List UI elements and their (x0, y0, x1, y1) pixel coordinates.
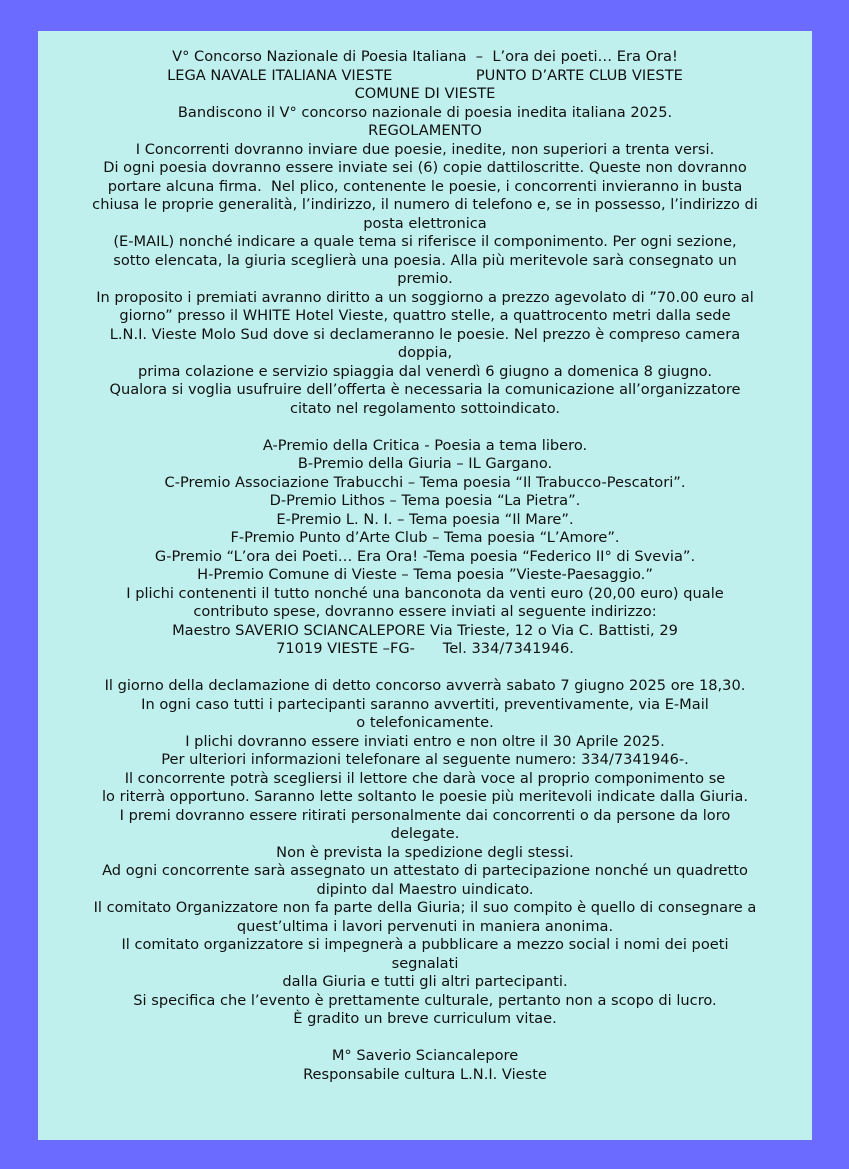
text-line: A-Premio della Critica - Poesia a tema libero. (262, 436, 588, 454)
text-line: chiusa le proprie generalità, l’indirizzo, il numero di telefono e, se in possesso, l’indirizzo di (92, 196, 758, 213)
text-line: M° Saverio Sciancalepore (331, 1047, 519, 1064)
text-line: In proposito i premiati avranno diritto a un soggiorno a prezzo agevolato di ”70.00 euro al (96, 288, 754, 306)
blank-line (38, 659, 812, 678)
text-line: Bandiscono il V° concorso nazionale di poesia inedita italiana 2025. (177, 103, 673, 121)
text-line: giorno” presso il WHITE Hotel Vieste, quattro stelle, a quattrocento metri dalla sede (119, 307, 731, 324)
text-line: o telefonicamente. (356, 714, 494, 731)
blank-line (38, 418, 812, 437)
text-line: Il comitato Organizzatore non fa parte della Giuria; il suo compito è quello di consegnare a (93, 899, 757, 916)
text-line: Il comitato organizzatore si impegnerà a pubblicare a mezzo social i nomi dei poeti (121, 936, 729, 953)
blank-line (38, 1029, 812, 1048)
text-line: LEGA NAVALE ITALIANA VIESTE PUNTO D’ARTE CLUB VIESTE (167, 66, 683, 84)
text-line: Il concorrente potrà scegliersi il lettore che darà voce al proprio componimento se (124, 769, 726, 787)
text-line: (E-MAIL) nonché indicare a quale tema si riferisce il componimento. Per ogni sezione, (113, 233, 737, 250)
text-line: posta elettronica (363, 214, 487, 232)
text-line: D-Premio Lithos – Tema poesia “La Pietra”. (269, 492, 581, 509)
text-line: B-Premio della Giuria – IL Gargano. (297, 455, 553, 472)
text-line: sotto elencata, la giuria sceglierà una poesia. Alla più meritevole sarà consegnato un (113, 251, 737, 269)
text-line: Si specifica che l’evento è prettamente culturale, pertanto non a scopo di lucro. (133, 991, 717, 1009)
text-line: Di ogni poesia dovranno essere inviate sei (6) copie dattiloscritte. Queste non dovranno (103, 159, 747, 176)
text-line: dipinto dal Maestro uindicato. (316, 880, 534, 898)
text-line: V° Concorso Nazionale di Poesia Italiana – L’ora dei poeti… Era Ora! (172, 48, 678, 65)
text-line: I premi dovranno essere ritirati personalmente dai concorrenti o da persone da loro (119, 806, 731, 824)
text-line: segnalati (391, 954, 459, 972)
text-line: Ad ogni concorrente sarà assegnato un attestato di partecipazione nonché un quadretto (102, 862, 748, 879)
text-line: L.N.I. Vieste Molo Sud dove si declameranno le poesie. Nel prezzo è compreso camera (109, 325, 741, 343)
text-line: Responsabile cultura L.N.I. Vieste (303, 1065, 547, 1083)
text-line: COMUNE DI VIESTE (354, 85, 496, 102)
text-line: Per ulteriori informazioni telefonare al seguente numero: 334/7341946-. (161, 751, 689, 768)
text-line: lo riterrà opportuno. Saranno lette soltanto le poesie più meritevoli indicate dalla Giuria. (101, 788, 749, 805)
text-line: È gradito un breve curriculum vitae. (293, 1010, 557, 1027)
text-line: I Concorrenti dovranno inviare due poesie, inedite, non superiori a trenta versi. (135, 140, 715, 158)
text-line: Non è prevista la spedizione degli stessi. (276, 843, 574, 861)
text-line: citato nel regolamento sottoindicato. (289, 399, 561, 417)
text-line: delegate. (390, 825, 460, 842)
text-line: contributo spese, dovranno essere inviati al seguente indirizzo: (193, 603, 657, 620)
text-line: G-Premio “L’ora dei Poeti… Era Ora! -Tema poesia “Federico II° di Svevia”. (154, 547, 696, 565)
text-line: REGOLAMENTO (368, 122, 482, 139)
text-line: C-Premio Associazione Trabucchi – Tema poesia “Il Trabucco-Pescatori”. (164, 473, 686, 491)
text-line: doppia, (397, 344, 453, 361)
text-line: E-Premio L. N. I. – Tema poesia “Il Mare”. (276, 510, 574, 528)
text-line: dalla Giuria e tutti gli altri partecipanti. (282, 973, 568, 990)
text-line: F-Premio Punto d’Arte Club – Tema poesia “L’Amore”. (230, 529, 620, 546)
text-line: H-Premio Comune di Vieste – Tema poesia ”Vieste-Paesaggio.” (197, 566, 653, 583)
text-line: premio. (397, 270, 453, 287)
text-line: Maestro SAVERIO SCIANCALEPORE Via Trieste, 12 o Via C. Battisti, 29 (172, 621, 678, 639)
text-line: Il giorno della declamazione di detto concorso avverrà sabato 7 giugno 2025 ore 18,30. (104, 677, 746, 694)
text-line: portare alcuna firma. Nel plico, contenente le poesie, i concorrenti invieranno in busta (107, 177, 743, 195)
text-line: Qualora si voglia usufruire dell’offerta è necessaria la comunicazione all’organizzatore (109, 381, 741, 398)
text-line: quest’ultima i lavori pervenuti in maniera anonima. (236, 917, 614, 935)
text-line: I plichi contenenti il tutto nonché una banconota da venti euro (20,00 euro) quale (126, 584, 724, 602)
document-sheet (38, 31, 812, 1140)
text-line: In ogni caso tutti i partecipanti saranno avvertiti, preventivamente, via E-Mail (141, 695, 709, 713)
text-line: I plichi dovranno essere inviati entro e non oltre il 30 Aprile 2025. (185, 732, 665, 750)
text-line: 71019 VIESTE –FG- Tel. 334/7341946. (276, 640, 574, 657)
text-line: prima colazione e servizio spiaggia dal venerdì 6 giugno a domenica 8 giugno. (138, 362, 712, 380)
